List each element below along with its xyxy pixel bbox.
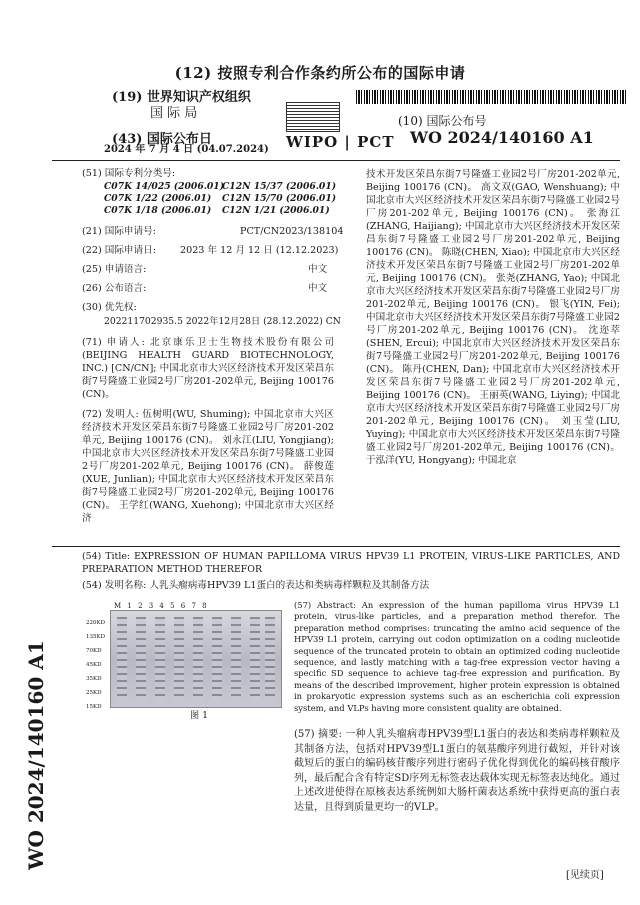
gel-image [110, 610, 282, 708]
pub-date: 2024 年 7 月 4 日 (04.07.2024) [104, 144, 269, 155]
marker-220: 220KD [86, 620, 106, 626]
marker-15: 15KD [86, 704, 102, 710]
title-en: (54) Title: EXPRESSION OF HUMAN PAPILLOMA VIRUS HPV39 L1 PROTEIN, VIRUS-LIKE PARTICLES, AND PREPARATION METHOD THEREFOR [82, 551, 620, 575]
ipc-left-3: C07K 1/18 (2006.01) [104, 205, 212, 217]
ipc-right-2: C12N 15/70 (2006.01) [222, 193, 337, 205]
f21-label: (21) 国际申请号: [82, 226, 156, 237]
side-pub-no: WO 2024/140160 A1 [24, 640, 48, 870]
inventors-continued: 技术开发区荣昌东街7号隆盛工业园2号厂房201-202单元, Beijing 100176 (CN)。 高文双(GAO, Wenshuang); 中国北京市大兴区经济技术开发区荣昌东街7号隆盛工业园2号厂房201-202单元, Beijing 100176 (CN)。 张海江(ZHANG, Haijiang); 中国北京市大兴区经济技术开发区荣昌东街7号隆盛工业园2号厂房201-202单元, Beijing 100176 (CN)。 陈晓(CHEN, Xiao); 中国北京市大兴区经济技术开发区荣昌东街7号隆盛工业园2号厂房201-202单元, Beijing 100176 (CN)。 张尧(ZHANG, Yao); 中国北京市大兴区经济技术开发区荣昌东街7号隆盛工业园2号厂房201-202单元, Beijing 100176 (CN)。 银飞(YIN, Fei); 中国北京市大兴区经济技术开发区荣昌东街7号隆盛工业园2号厂房201-202单元, Beijing 100176 (CN)。 沈迩萃(SHEN, Ercui); 中国北京市大兴区经济技术开发区荣昌东街7号隆盛工业园2号厂房201-202单元, Beijing 100176 (CN)。 陈丹(CHEN, Dan); 中国北京市大兴区经济技术开发区荣昌东街7号隆盛工业园2号厂房201-202单元, Beijing 100176 (CN)。 王丽英(WANG, Liying); 中国北京市大兴区经济技术开发区荣昌东街7号隆盛工业园2号厂房201-202单元, Beijing 100176 (CN)。 刘玉莹(LIU, Yuying); 中国北京市大兴区经济技术开发区荣昌东街7号隆盛工业园2号厂房201-202单元, Beijing 100176 (CN)。 于泓洋(YU, Hongyang); 中国北京 [366, 169, 620, 466]
f21-value: PCT/CN2023/138104 [240, 226, 344, 237]
ipc-right-3: C12N 1/21 (2006.01) [222, 205, 330, 217]
f22-label: (22) 国际申请日: [82, 245, 156, 256]
inventors: (72) 发明人: 伍树明(WU, Shuming); 中国北京市大兴区经济技术开发区荣昌东街7号隆盛工业园2号厂房201-202单元, Beijing 100176 (CN)。 刘永江(LIU, Yongjiang); 中国北京市大兴区经济技术开发区荣昌东街7号隆盛工业园2号厂房201-202单元, Beijing 100176 (CN)。 薛俊莲(XUE, Junlian); 中国北京市大兴区经济技术开发区荣昌东街7号隆盛工业园2号厂房201-202单元, Beijing 100176 (CN)。 王学红(WANG, Xuehong); 中国北京市大兴区经济 [82, 409, 334, 524]
ipc-left [104, 181, 224, 218]
f26-value: 中文 [308, 283, 328, 294]
marker-70: 70KD [86, 648, 102, 654]
f51-label: (51) 国际专利分类号: [82, 168, 176, 179]
pub-no: WO 2024/140160 A1 [410, 128, 594, 147]
marker-135: 135KD [86, 634, 106, 640]
marker-35: 35KD [86, 676, 102, 682]
ipc-left-2: C07K 1/22 (2006.01) [104, 193, 212, 205]
document-title: (12) 按照专利合作条约所公布的国际申请 [174, 64, 466, 82]
marker-25: 25KD [86, 690, 102, 696]
barcode [356, 90, 628, 104]
org-name: (19) 世界知识产权组织 [112, 90, 251, 105]
abstract-en: (57) Abstract: An expression of the human papilloma virus HPV39 L1 protein, virus-like particles, and a preparation method therefor. The preparation method comprises: truncating the amino acid sequence of the HPV39 L1 protein, carrying out codon optimization on a coding nucleotide sequence of the truncated protein to obtain an optimized coding nucleotide sequence, and lastly matching with a tag-free expression vector having a specific SD sequence to achieve tag-free expression and purification. By means of the described improvement, higher protein expression is obtained in prokaryotic expression systems such as an escherichia coli expression system, and VLPs having more consistent quality are obtained. [294, 600, 620, 713]
marker-45: 45KD [86, 662, 102, 668]
f30-value: 202211702935.5 2022年12月28日 (28.12.2022) CN [104, 316, 341, 327]
continued-note: [见续页] [566, 870, 604, 881]
title-zh: (54) 发明名称: 人乳头瘤病毒HPV39 L1蛋白的表达和类病毒样颗粒及其制备方法 [82, 580, 430, 591]
ipc-right-1: C12N 15/37 (2006.01) [222, 181, 337, 192]
f25-value: 中文 [308, 264, 328, 275]
wipo-pct-logo: WIPO | PCT [286, 133, 395, 151]
org-bureau: 国 际 局 [150, 106, 198, 121]
f25-label: (25) 申请语言: [82, 264, 147, 275]
abstract-zh: (57) 摘要: 一种人乳头瘤病毒HPV39型L1蛋白的表达和类病毒样颗粒及其制备方法，包括对HPV39型L1蛋白的氨基酸序列进行截短，并针对该截短后的蛋白的编码核苷酸序列进行密码子优化得到优化的编码核苷酸序列，最后配合含有特定SD序列无标签表达载体实现无标签表达纯化。通过上述改进使得在原核表达系统例如大肠杆菌表达系统中获得更高的蛋白表达量，且得到质量更均一的VLP。 [294, 729, 620, 813]
pub-date-label: (43) 国际公布日 [112, 132, 212, 147]
f22-value: 2023 年 12 月 12 日 (12.12.2023) [180, 245, 339, 256]
figure-caption: 图 1 [190, 710, 208, 721]
ipc-right [222, 181, 336, 218]
header-divider [52, 160, 620, 161]
pub-no-label: (10) 国际公布号 [398, 114, 487, 128]
wipo-logo-icon [286, 102, 340, 132]
applicant: (71) 申请人: 北京康乐卫士生物技术股份有限公司(BEIJING HEALTH GUARD BIOTECHNOLOGY, INC.) [CN/CN]; 中国北京市大兴区经济技术开发区荣昌东街7号隆盛工业园2号厂房201-202单元, Beijing 100176 (CN)。 [82, 337, 334, 400]
ipc-left-1: C07K 14/025 (2006.01) [104, 181, 225, 192]
f30-label: (30) 优先权: [82, 302, 137, 313]
mid-divider [52, 546, 620, 547]
figure-lanes: M 1 2 3 4 5 6 7 8 [114, 602, 209, 610]
f26-label: (26) 公布语言: [82, 283, 147, 294]
gel-markers [86, 616, 105, 714]
